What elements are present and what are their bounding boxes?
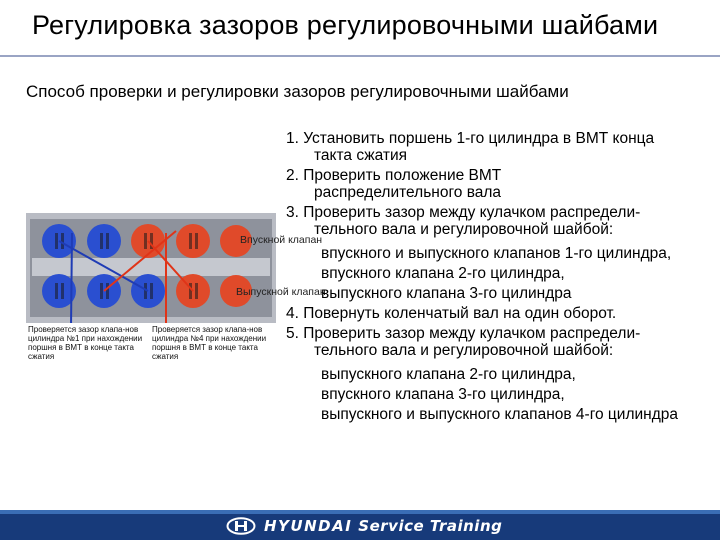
step-5-cont: тельного вала и регулировочной шайбой: xyxy=(314,342,614,359)
step-5-text: 5. Проверить зазор между кулачком распредели- xyxy=(286,325,641,342)
caption-cylinder-1: Проверяется зазор клапа-нов цилиндра №1 при нахождении поршня в ВМТ в конце такта сжатия xyxy=(28,325,143,361)
step-3-item: впускного и выпускного клапанов 1-го цилиндра, xyxy=(321,245,672,262)
step-4-text: 4. Повернуть коленчатый вал на один оборот. xyxy=(286,305,617,322)
intake-valve-2b xyxy=(176,224,210,258)
page-subtitle: Способ проверки и регулировки зазоров регулировочными шайбами xyxy=(26,82,569,101)
title-divider xyxy=(0,55,720,57)
footer-brand: HYUNDAI xyxy=(264,517,353,535)
step-1-text: 1. Установить поршень 1-го цилиндра в ВМТ конца xyxy=(286,130,655,147)
step-2-cont: распределительного вала xyxy=(314,184,502,201)
step-3-item: выпускного клапана 3-го цилиндра xyxy=(321,285,572,302)
step-2-text: 2. Проверить положение ВМТ xyxy=(286,167,502,184)
step-3-cont: тельного вала и регулировочной шайбой: xyxy=(314,221,614,238)
procedure-steps xyxy=(286,130,716,426)
step-4 xyxy=(286,305,716,322)
hyundai-logo xyxy=(226,516,502,536)
cylinder-head-diagram xyxy=(26,213,276,323)
intake-valve-1b xyxy=(87,224,121,258)
step-5-item: выпускного клапана 2-го цилиндра, xyxy=(321,366,576,383)
caption-cylinder-4: Проверяется зазор клапа-нов цилиндра №4 при нахождении поршня в ВМТ в конце такта сжатия xyxy=(152,325,267,361)
footer-tagline: Service Training xyxy=(358,517,503,535)
step-3-text: 3. Проверить зазор между кулачком распредели- xyxy=(286,204,641,221)
step-5-item: выпускного и выпускного клапанов 4-го цилиндра xyxy=(321,406,679,423)
step-3 xyxy=(286,204,716,238)
camshaft-gallery xyxy=(32,258,270,276)
hyundai-emblem-icon xyxy=(226,517,256,535)
intake-valve-label: Впускной клапан xyxy=(240,234,323,246)
step-5-item: впускного клапана 3-го цилиндра, xyxy=(321,386,565,403)
page-title: Регулировка зазоров регулировочными шайбами xyxy=(32,10,659,40)
exhaust-valve-label: Выпускной клапан xyxy=(236,286,326,298)
step-3-item: впускного клапана 2-го цилиндра, xyxy=(321,265,565,282)
step-1-cont: такта сжатия xyxy=(314,147,408,164)
step-1 xyxy=(286,130,716,164)
step-2 xyxy=(286,167,716,201)
step-5 xyxy=(286,325,716,359)
